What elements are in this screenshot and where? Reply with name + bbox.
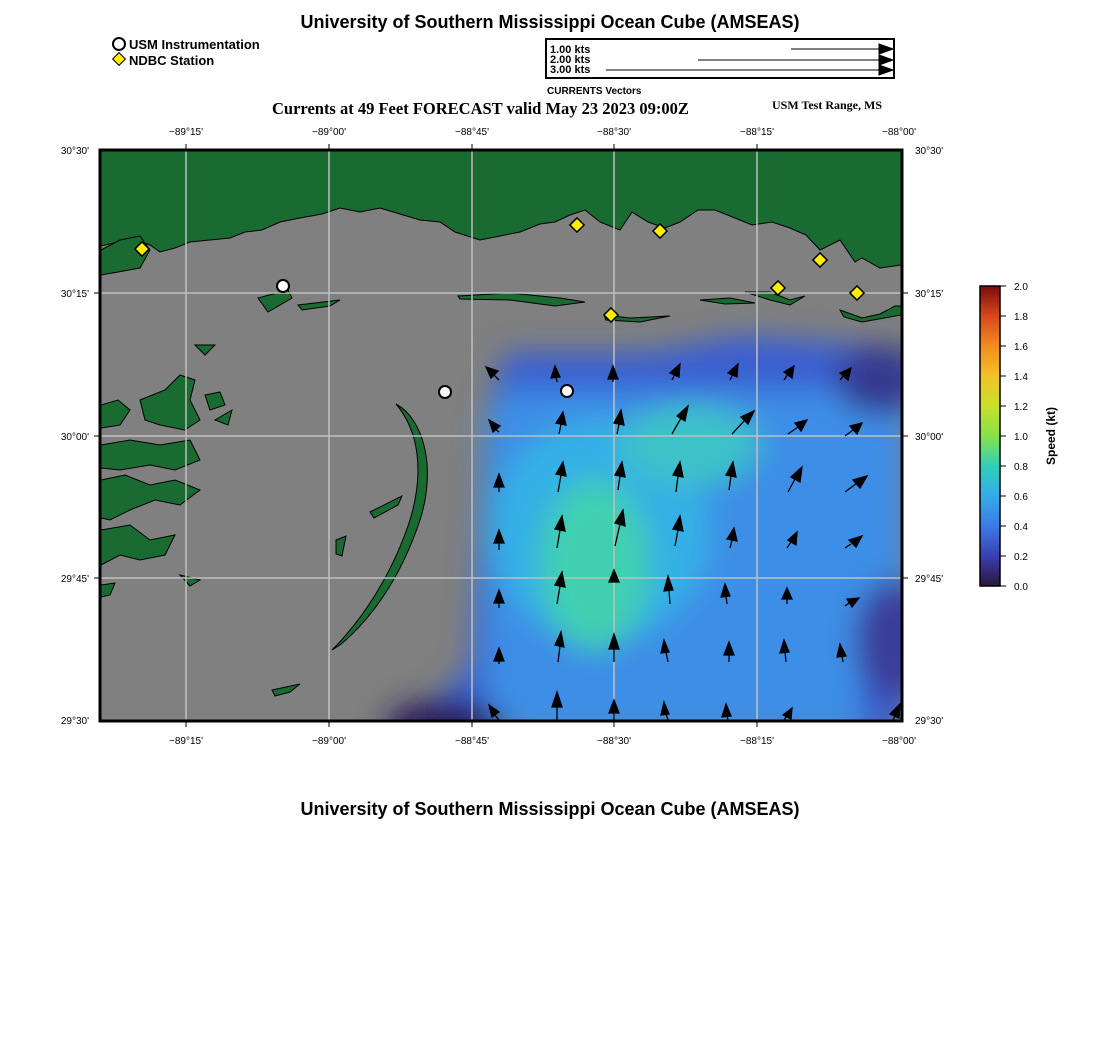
map-canvas — [101, 151, 935, 750]
lon-tick-label: −88°00' — [882, 736, 916, 747]
legend-ndbc-label: NDBC Station — [129, 53, 215, 68]
usm-station-marker[interactable] — [561, 385, 573, 397]
scale-3kt-label: 3.00 kts — [550, 64, 591, 76]
lon-tick-label: −88°30' — [597, 127, 631, 138]
lat-tick-label: 30°30' — [60, 146, 89, 157]
colorbar-tick-label: 1.4 — [1014, 372, 1028, 383]
lat-tick-label: 29°45' — [60, 574, 89, 585]
lat-labels-right — [915, 146, 943, 727]
usm-station-marker[interactable] — [277, 280, 289, 292]
lon-tick-label: −88°45' — [455, 127, 489, 138]
lon-tick-label: −88°45' — [455, 736, 489, 747]
lon-tick-label: −89°15' — [169, 736, 203, 747]
vector-title: CURRENTS Vectors — [547, 86, 642, 97]
colorbar-tick-label: 2.0 — [1014, 282, 1028, 293]
lat-tick-label: 30°15' — [915, 289, 944, 300]
speed-colorbar — [980, 282, 1058, 593]
lon-tick-label: −89°00' — [312, 736, 346, 747]
lat-tick-label: 30°00' — [60, 432, 89, 443]
legend-usm-label: USM Instrumentation — [129, 37, 260, 52]
lat-tick-label: 29°30' — [915, 716, 944, 727]
lat-tick-label: 29°30' — [60, 716, 89, 727]
footer-title: University of Southern Mississippi Ocean Cube (AMSEAS) — [300, 799, 800, 819]
lon-tick-label: −88°30' — [597, 736, 631, 747]
lon-tick-label: −89°15' — [169, 127, 203, 138]
region-label: USM Test Range, MS — [772, 98, 883, 112]
lon-tick-label: −89°00' — [312, 127, 346, 138]
colorbar-tick-label: 1.0 — [1014, 432, 1028, 443]
lat-tick-label: 30°00' — [915, 432, 944, 443]
colorbar-tick-label: 0.6 — [1014, 492, 1028, 503]
forecast-subtitle: Currents at 49 Feet FORECAST valid May 23 2023 09:00Z — [272, 99, 689, 118]
lon-tick-label: −88°00' — [882, 127, 916, 138]
lat-tick-label: 29°45' — [915, 574, 944, 585]
colorbar-tick-label: 0.0 — [1014, 582, 1028, 593]
lon-tick-label: −88°15' — [740, 736, 774, 747]
lat-tick-label: 30°30' — [915, 146, 944, 157]
lon-tick-label: −88°15' — [740, 127, 774, 138]
lon-labels-top — [169, 127, 916, 138]
colorbar-tick-label: 0.8 — [1014, 462, 1028, 473]
lat-tick-label: 30°15' — [60, 289, 89, 300]
scale-1kt-label: 1.00 kts — [550, 44, 591, 56]
colorbar-tick-label: 0.2 — [1014, 552, 1028, 563]
scale-2kt-label: 2.00 kts — [550, 54, 591, 66]
colorbar-tick-label: 0.4 — [1014, 522, 1028, 533]
colorbar-tick-label: 1.6 — [1014, 342, 1028, 353]
colorbar-tick-label: 1.8 — [1014, 312, 1028, 323]
colorbar-gradient — [980, 286, 1000, 586]
lon-labels-bottom — [169, 736, 916, 747]
colorbar-label: Speed (kt) — [1044, 406, 1058, 466]
map-title: University of Southern Mississippi Ocean Cube (AMSEAS) — [300, 12, 800, 32]
colorbar-tick-label: 1.2 — [1014, 402, 1028, 413]
lat-labels-left — [61, 146, 89, 727]
usm-station-marker[interactable] — [439, 386, 451, 398]
